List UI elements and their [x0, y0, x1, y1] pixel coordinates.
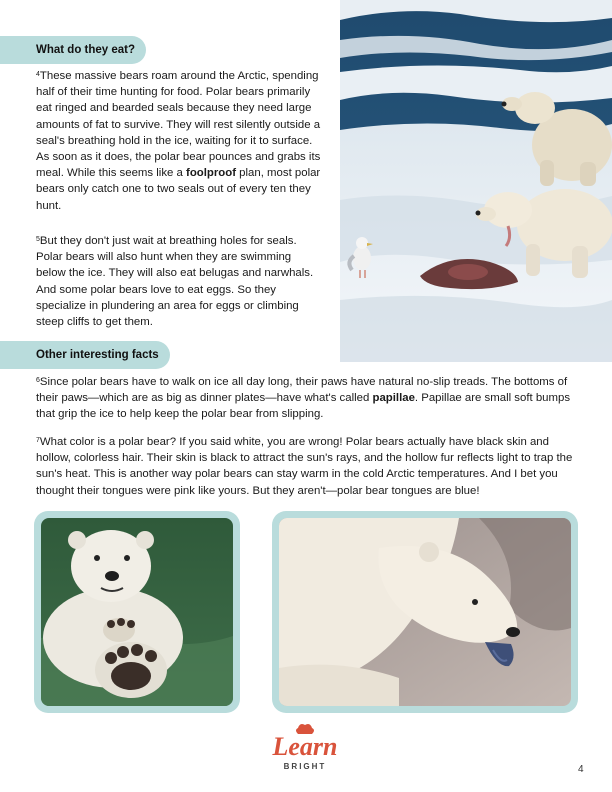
paragraph-text: But they don't just wait at breathing holes for seals. Polar bears will also hunt when they are swimming below the ice. They will also eat belugas and narwhals. And some polar bears love to eat eggs. So they specialize in plundering an area for eggs or climbing steep cliffs to get them. — [36, 235, 314, 329]
page-number: 4 — [578, 764, 584, 775]
section-heading-other-interesting-facts: Other interesting facts — [0, 341, 170, 369]
paragraph-7 — [36, 434, 578, 499]
paragraph-5 — [36, 233, 320, 330]
paragraph-text: Since polar bears have to walk on ice all day long, their paws have natural no-slip treads. The bottoms of their paws—which are as big as dinner plates—have what's called — [36, 376, 568, 405]
paragraph-4 — [36, 68, 322, 214]
paragraph-number: 7 — [36, 437, 40, 444]
polar-bears-on-ice-photo — [340, 0, 612, 362]
bear-blue-tongue-photo — [272, 511, 578, 713]
logo-subtitle: BRIGHT — [283, 762, 327, 771]
section-heading-what-do-they-eat: What do they eat? — [0, 36, 146, 64]
logo-word: Learn — [272, 732, 338, 761]
paragraph-number: 4 — [36, 71, 40, 78]
bold-term-foolproof: foolproof — [186, 167, 237, 180]
paragraph-text: What color is a polar bear? If you said white, you are wrong! Polar bears actually have black skin and hollow, colorless hair. Their skin is black to attract the sun's rays, and the hollow fur reflects light to trap the sun's heat. This is another way polar bears can stay warm in the cold Arctic temperatures. And I bet you thought their tongues were pink like yours. But they aren't—polar bear tongues are blue! — [36, 436, 573, 497]
swimming-bear-paw-photo — [34, 511, 240, 713]
paragraph-number: 6 — [36, 377, 40, 384]
paragraph-number: 5 — [36, 236, 40, 243]
bold-term-papillae: papillae — [372, 392, 415, 405]
paragraph-6 — [36, 374, 578, 423]
paragraph-text: These massive bears roam around the Arctic, spending half of their time hunting for food. Polar bears primarily eat ringed and bearded seals because they need large amounts of fat to survive. They will rest silently outside a seal's breathing hold in the ice, waiting for it to surface. As soon as it does, the polar bear pounces and grabs its meal. While this seems like a — [36, 70, 321, 180]
learn-bright-logo — [250, 722, 360, 774]
paragraph-text-end: plan, most polar bears only catch one to two seals out of every ten they hunt. — [36, 167, 321, 212]
paragraph-text-end: . Papillae are small soft bumps that grip the ice to help keep the polar bear from slipping. — [36, 392, 571, 421]
